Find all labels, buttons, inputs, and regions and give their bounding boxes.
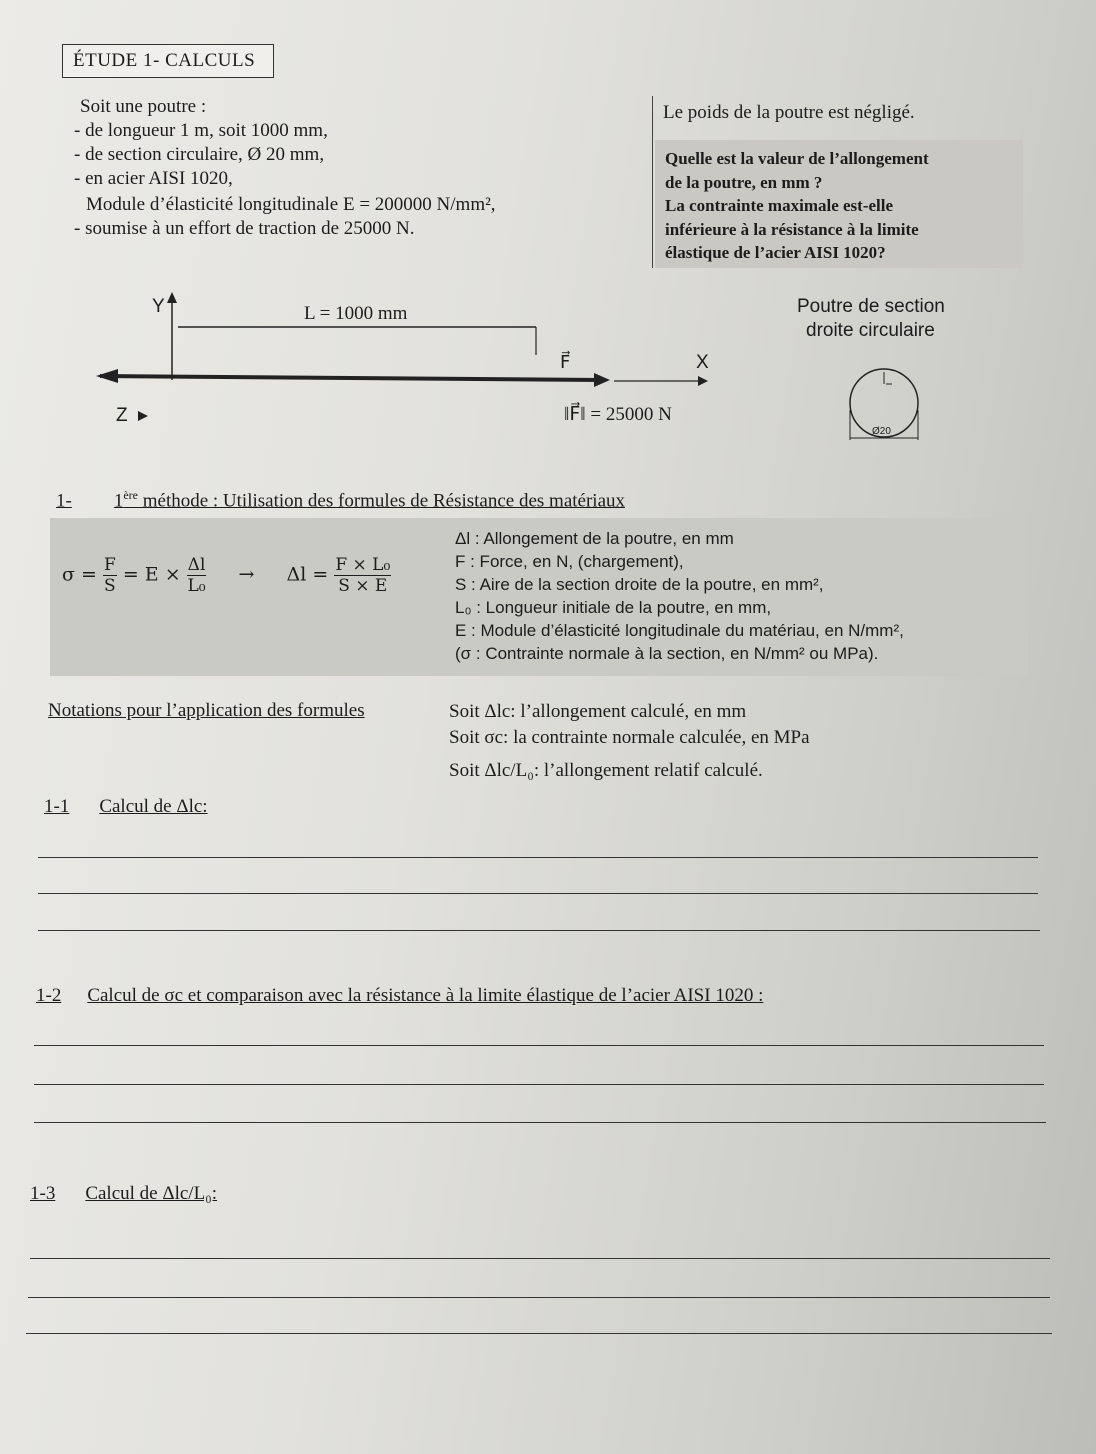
question-line: Quelle est la valeur de l’allongement [665, 149, 929, 168]
intro-line: Module d’élasticité longitudinale E = 200000 N/mm², [86, 194, 496, 215]
formula-fraction [334, 555, 391, 596]
formula-fraction [187, 555, 207, 596]
question-line: inférieure à la résistance à la limite [665, 219, 919, 239]
method-title: méthode : Utilisation des formules de Résistance des matériaux [137, 490, 625, 512]
answer-line[interactable] [34, 1122, 1046, 1123]
intro-line: - soumise à un effort de traction de 25000 N. [74, 218, 415, 239]
question-line: élastique de l’acier AISI 1020? [665, 243, 886, 262]
diameter-label: Ø20 [872, 426, 891, 437]
definition-line: S : Aire de la section droite de la poutre, en mm², [455, 575, 824, 594]
method-ordinal: 1 [113, 490, 124, 512]
section-heading-1-2 [36, 985, 763, 1007]
formula-denominator: S [104, 576, 116, 596]
force-magnitude-label: ‖F⃗‖ = 25000 N [564, 404, 672, 425]
section-title: Poutre de section [797, 296, 945, 317]
definition-line: (σ : Contrainte normale à la section, en N/mm² ou MPa). [455, 644, 879, 663]
formula-denominator: S × E [338, 576, 388, 596]
section-number: 1-1 [44, 796, 70, 817]
method-number: 1- [56, 490, 72, 512]
formula-delta-l: Δl = [286, 563, 329, 586]
z-axis-label: Z [116, 405, 128, 426]
formula-equals-e: = E × [122, 563, 181, 586]
answer-line[interactable] [38, 857, 1038, 858]
question-line: La contrainte maximale est-elle [665, 196, 894, 215]
formula-fraction [103, 555, 117, 596]
x-axis-arrow-icon [698, 376, 708, 386]
answer-line[interactable] [34, 1045, 1044, 1046]
notation-line: Soit Δlc: l’allongement calculé, en mm [449, 701, 747, 722]
page-title: ÉTUDE 1- CALCULS [62, 44, 274, 78]
formula-numerator: F × L₀ [335, 555, 391, 575]
answer-line[interactable] [26, 1333, 1052, 1334]
definition-line: L₀ : Longueur initiale de la poutre, en mm, [455, 598, 772, 617]
answer-line[interactable] [34, 1084, 1044, 1085]
section-number: 1-3 [30, 1183, 56, 1204]
answer-line[interactable] [28, 1297, 1050, 1298]
section-label: Calcul de Δlc/L₀: [85, 1183, 218, 1204]
force-vector-label: F⃗ [560, 352, 571, 372]
side-note: Le poids de la poutre est négligé. [663, 102, 915, 123]
section-label: Calcul de σc et comparaison avec la résistance à la limite élastique de l’acier AISI 1020 : [87, 985, 764, 1006]
intro-line: - de longueur 1 m, soit 1000 mm, [74, 120, 328, 141]
force-arrow-icon [594, 373, 610, 387]
answer-line[interactable] [38, 930, 1040, 931]
section-heading-1-3 [30, 1183, 217, 1205]
definition-line: E : Module d’élasticité longitudinale du matériau, en N/mm², [455, 621, 904, 640]
formula-expression [62, 555, 391, 596]
z-axis-arrow-icon [138, 411, 148, 421]
notation-line: Soit σc: la contrainte normale calculée, en MPa [449, 727, 810, 748]
x-axis-label: X [696, 352, 709, 373]
formula-sigma: σ = [62, 563, 97, 586]
section-title: droite circulaire [806, 320, 935, 341]
notation-line: Soit Δlc/L₀: l’allongement relatif calculé. [449, 760, 763, 781]
intro-lead: Soit une poutre : [80, 96, 207, 117]
definition-line: Δl : Allongement de la poutre, en mm [455, 529, 734, 548]
answer-line[interactable] [30, 1258, 1050, 1259]
answer-line[interactable] [38, 893, 1038, 894]
definition-line: F : Force, en N, (chargement), [455, 552, 684, 571]
intro-line: - de section circulaire, Ø 20 mm, [74, 144, 325, 165]
beam-line [100, 376, 600, 380]
section-number: 1-2 [36, 985, 62, 1006]
y-axis-label: Y [152, 296, 165, 317]
question-line: de la poutre, en mm ? [665, 172, 823, 192]
formula-numerator: F [103, 555, 116, 575]
method-ordinal-sup: ère [123, 488, 138, 502]
notations-heading: Notations pour l’application des formules [48, 700, 365, 721]
section-label: Calcul de Δlc: [99, 796, 208, 817]
beam-diagram [0, 0, 1096, 500]
length-label: L = 1000 mm [304, 303, 408, 324]
formula-denominator: L₀ [187, 576, 206, 596]
formula-arrow: → [238, 563, 255, 586]
section-heading-1-1 [44, 796, 208, 818]
method-heading [56, 488, 625, 512]
left-arrow-icon [96, 369, 118, 383]
formula-numerator: Δl [187, 555, 206, 575]
y-axis-arrow-icon [167, 292, 177, 303]
intro-line: - en acier AISI 1020, [74, 168, 233, 189]
